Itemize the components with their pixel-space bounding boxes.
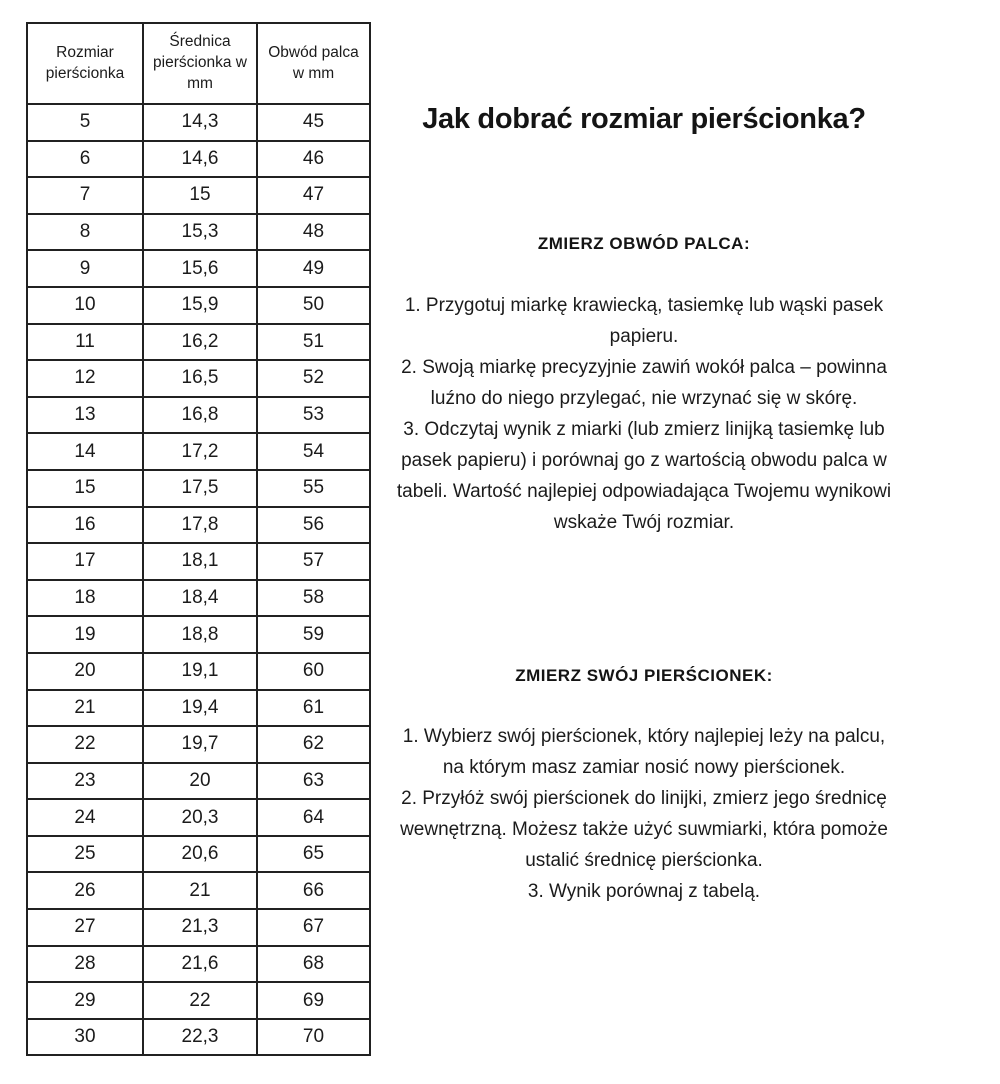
- table-row: [27, 507, 370, 544]
- table-cell: 63: [257, 763, 370, 800]
- table-row: [27, 433, 370, 470]
- table-row: [27, 141, 370, 178]
- table-cell: 17,5: [143, 470, 257, 507]
- table-cell: 49: [257, 250, 370, 287]
- table-row: [27, 360, 370, 397]
- table-cell: 24: [27, 799, 143, 836]
- table-row: [27, 909, 370, 946]
- column-header-ring-diameter: Średnica pierścionka w mm: [143, 23, 257, 104]
- table-row: [27, 653, 370, 690]
- table-cell: 27: [27, 909, 143, 946]
- table-cell: 23: [27, 763, 143, 800]
- table-cell: 28: [27, 946, 143, 983]
- table-cell: 54: [257, 433, 370, 470]
- instruction-item: 3. Odczytaj wynik z miarki (lub zmierz linijką tasiemkę lub pasek papieru) i porównaj go z wartością obwodu palca w tabeli. Wartość najlepiej odpowiadająca Twojemu wynikowi wskaże Twój rozmiar.: [396, 419, 892, 533]
- table-cell: 20,3: [143, 799, 257, 836]
- table-cell: 14: [27, 433, 143, 470]
- instruction-list-measure-ring: [390, 721, 898, 907]
- table-row: [27, 250, 370, 287]
- table-row: [27, 836, 370, 873]
- instruction-list-measure-finger: [390, 290, 898, 538]
- table-cell: 62: [257, 726, 370, 763]
- section-heading-measure-ring: ZMIERZ SWÓJ PIERŚCIONEK:: [515, 666, 773, 685]
- column-header-ring-size: Rozmiar pierścionka: [27, 23, 143, 104]
- table-row: [27, 690, 370, 727]
- table-row: [27, 214, 370, 251]
- table-row: [27, 104, 370, 141]
- table-cell: 26: [27, 872, 143, 909]
- table-cell: 70: [257, 1019, 370, 1056]
- table-cell: 60: [257, 653, 370, 690]
- page-title: Jak dobrać rozmiar pierścionka?: [422, 103, 866, 135]
- table-cell: 12: [27, 360, 143, 397]
- table-cell: 9: [27, 250, 143, 287]
- table-row: [27, 616, 370, 653]
- table-row: [27, 982, 370, 1019]
- table-cell: 15: [27, 470, 143, 507]
- table-cell: 5: [27, 104, 143, 141]
- table-header-row: [27, 23, 370, 104]
- table-cell: 25: [27, 836, 143, 873]
- table-cell: 56: [257, 507, 370, 544]
- table-cell: 18,8: [143, 616, 257, 653]
- table-cell: 59: [257, 616, 370, 653]
- table-cell: 7: [27, 177, 143, 214]
- table-cell: 53: [257, 397, 370, 434]
- table-cell: 16,8: [143, 397, 257, 434]
- table-cell: 15: [143, 177, 257, 214]
- table-row: [27, 397, 370, 434]
- table-cell: 46: [257, 141, 370, 178]
- table-cell: 6: [27, 141, 143, 178]
- table-cell: 22,3: [143, 1019, 257, 1056]
- table-cell: 17: [27, 543, 143, 580]
- section-heading-measure-finger: ZMIERZ OBWÓD PALCA:: [537, 234, 751, 253]
- table-row: [27, 177, 370, 214]
- table-cell: 13: [27, 397, 143, 434]
- instruction-item: 2. Przyłóż swój pierścionek do linijki, zmierz jego średnicę wewnętrzną. Możesz także użyć suwmiarki, która pomoże ustalić średnicę pierścionka.: [400, 788, 888, 871]
- table-cell: 20: [143, 763, 257, 800]
- guide-panel: [390, 0, 898, 1084]
- table-row: [27, 470, 370, 507]
- table-cell: 10: [27, 287, 143, 324]
- table-cell: 66: [257, 872, 370, 909]
- table-row: [27, 324, 370, 361]
- table-cell: 51: [257, 324, 370, 361]
- table-cell: 69: [257, 982, 370, 1019]
- table-row: [27, 726, 370, 763]
- table-cell: 17,2: [143, 433, 257, 470]
- table-cell: 18,1: [143, 543, 257, 580]
- table-cell: 20: [27, 653, 143, 690]
- table-cell: 50: [257, 287, 370, 324]
- table-cell: 15,3: [143, 214, 257, 251]
- table-cell: 14,3: [143, 104, 257, 141]
- table-cell: 18: [27, 580, 143, 617]
- table-cell: 52: [257, 360, 370, 397]
- table-cell: 16,5: [143, 360, 257, 397]
- table-row: [27, 763, 370, 800]
- table-row: [27, 580, 370, 617]
- instruction-item: 1. Wybierz swój pierścionek, który najlepiej leży na palcu, na którym masz zamiar nosić nowy pierścionek.: [402, 726, 886, 778]
- table-cell: 45: [257, 104, 370, 141]
- table-cell: 15,9: [143, 287, 257, 324]
- table-cell: 65: [257, 836, 370, 873]
- column-header-finger-circumference: Obwód palca w mm: [257, 23, 370, 104]
- table-cell: 22: [143, 982, 257, 1019]
- table-cell: 68: [257, 946, 370, 983]
- table-cell: 21,6: [143, 946, 257, 983]
- table-cell: 21: [27, 690, 143, 727]
- table-cell: 16: [27, 507, 143, 544]
- table-cell: 15,6: [143, 250, 257, 287]
- table-cell: 30: [27, 1019, 143, 1056]
- table-cell: 8: [27, 214, 143, 251]
- table-cell: 67: [257, 909, 370, 946]
- table-cell: 47: [257, 177, 370, 214]
- table-cell: 18,4: [143, 580, 257, 617]
- table-cell: 17,8: [143, 507, 257, 544]
- instruction-item: 1. Przygotuj miarkę krawiecką, tasiemkę lub wąski pasek papieru.: [404, 295, 884, 347]
- table-row: [27, 543, 370, 580]
- table-cell: 16,2: [143, 324, 257, 361]
- table-cell: 14,6: [143, 141, 257, 178]
- table-cell: 19,1: [143, 653, 257, 690]
- table-cell: 19,4: [143, 690, 257, 727]
- table-cell: 19: [27, 616, 143, 653]
- table-cell: 21: [143, 872, 257, 909]
- table-cell: 21,3: [143, 909, 257, 946]
- table-cell: 11: [27, 324, 143, 361]
- table-cell: 20,6: [143, 836, 257, 873]
- table-row: [27, 799, 370, 836]
- table-cell: 22: [27, 726, 143, 763]
- table-row: [27, 872, 370, 909]
- instruction-item: 3. Wynik porównaj z tabelą.: [527, 881, 761, 902]
- table-cell: 61: [257, 690, 370, 727]
- table-row: [27, 1019, 370, 1056]
- ring-size-table: [26, 22, 371, 1056]
- table-cell: 29: [27, 982, 143, 1019]
- table-cell: 55: [257, 470, 370, 507]
- table-cell: 58: [257, 580, 370, 617]
- table-cell: 64: [257, 799, 370, 836]
- table-cell: 57: [257, 543, 370, 580]
- table-cell: 48: [257, 214, 370, 251]
- table-cell: 19,7: [143, 726, 257, 763]
- table-row: [27, 287, 370, 324]
- instruction-item: 2. Swoją miarkę precyzyjnie zawiń wokół palca – powinna luźno do niego przylegać, nie wrzynać się w skórę.: [401, 357, 887, 409]
- table-row: [27, 946, 370, 983]
